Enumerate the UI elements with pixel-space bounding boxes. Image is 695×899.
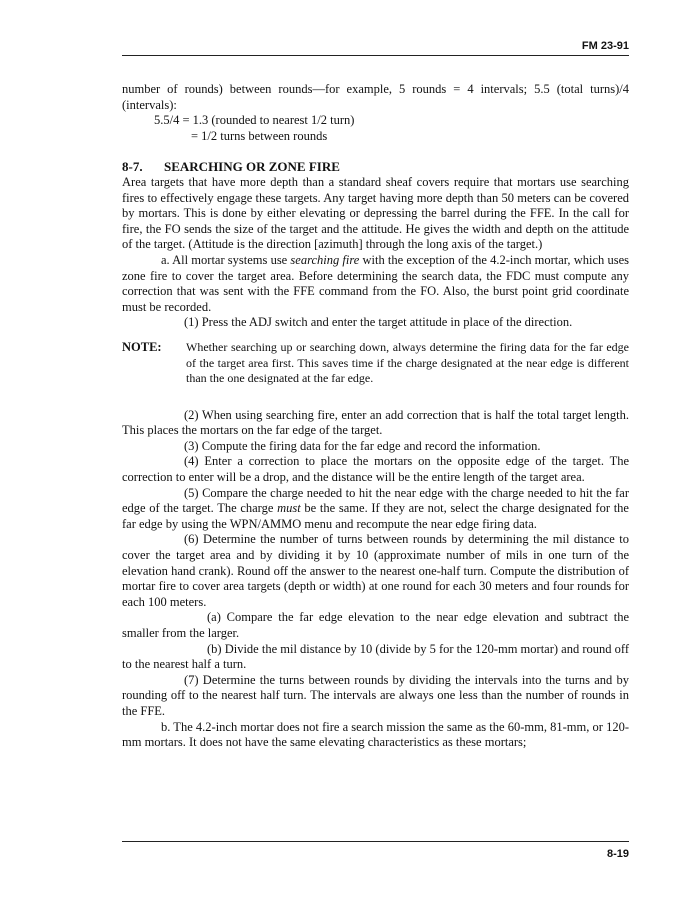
step-6b: (b) Divide the mil distance by 10 (divide by 5 for the 120-mm mortar) and round off to the nearest half a turn. <box>122 641 629 672</box>
manual-number: FM 23-91 <box>581 40 629 52</box>
calculation-line-1: 5.5/4 = 1.3 (rounded to nearest 1/2 turn) <box>154 113 355 128</box>
step-2: (2) When using searching fire, enter an add correction that is half the total target length. This places the mortars on the far edge of the target. <box>122 407 629 438</box>
section-heading <box>122 159 629 175</box>
page-number: 8-19 <box>606 848 629 860</box>
section-paragraph: Area targets that have more depth than a standard sheaf covers require that mortars use searching fires to effectively engage these targets. Any target having more depth than 50 meters can be covered by mortars. This is done by either elevating or depressing the barrel during the FFE. In the call for fire, the FO sends the size of the target and the attitude. He gives the width and depth on the attitude of the target. (Attitude is the direction [azimuth] through the long axis of the target.) <box>122 174 629 252</box>
paragraph-b: b. The 4.2-inch mortar does not fire a search mission the same as the 60-mm, 81-mm, or 120-mm mortars. It does not have the same elevating characteristics as these mortars; <box>122 719 629 750</box>
section-number: 8-7. <box>122 159 143 175</box>
intro-paragraph: number of rounds) between rounds—for example, 5 rounds = 4 intervals; 5.5 (total turns)/4 (intervals): <box>122 82 629 112</box>
step-4: (4) Enter a correction to place the mortars on the opposite edge of the target. The correction to enter will be a drop, and the distance will be the entire length of the target area. <box>122 454 629 485</box>
calculation-line-2: = 1/2 turns between rounds <box>191 128 328 143</box>
step-6a: (a) Compare the far edge elevation to the near edge elevation and subtract the smaller from the larger. <box>122 610 629 640</box>
note-text: Whether searching up or searching down, always determine the firing data for the far edge of the target area first. This saves time if the charge designated at the near edge is different than the one designated at the far edge. <box>186 339 629 386</box>
header-rule <box>122 55 629 56</box>
step-1: (1) Press the ADJ switch and enter the target attitude in place of the direction. <box>184 315 573 330</box>
step-6: (6) Determine the number of turns between rounds by determining the mil distance to cover the target area and by dividing it by 10 (approximate number of mils in one turn of the elevation hand crank). Round off the answer to the nearest one-half turn. Compute the distribution of mortar fire to cover area targets (depth or width) at one round for each 30 meters and four rounds for each 100 meters. <box>122 532 629 609</box>
paragraph-a-text-1: a. All mortar systems use <box>161 252 291 267</box>
note-label: NOTE: <box>122 339 162 354</box>
footer-rule <box>122 841 629 842</box>
step-5-text-2: be the same. If they are not, select the charge designated for the far edge by using the WPN/AMMO menu and recompute the near edge firing data. <box>122 501 629 531</box>
page-body <box>122 82 629 751</box>
paragraph-a-emphasis: searching fire <box>290 252 360 267</box>
paragraph-a-text-2: with the exception of the 4.2-inch mortar, which uses zone fire to cover the target area. Before determining the search data, the FDC must compute any correction that was sent with the FFE command from the FO. Also, the burst point grid coordinate must be recorded. <box>122 252 629 314</box>
step-3: (3) Compute the firing data for the far edge and record the information. <box>184 438 541 453</box>
step-5 <box>122 486 629 533</box>
step-7: (7) Determine the turns between rounds by dividing the intervals into the turns and by rounding off to the nearest half turn. The intervals are always one less than the number of rounds in the FFE. <box>122 672 629 718</box>
calculation-block <box>122 113 629 144</box>
paragraph-a <box>122 253 629 315</box>
step-5-emphasis: must <box>277 501 301 516</box>
step-5-text-1: (5) Compare the charge needed to hit the near edge with the charge needed to hit the far edge of the target. The charge <box>122 485 629 516</box>
note-block <box>122 340 629 387</box>
section-title: SEARCHING OR ZONE FIRE <box>164 159 340 175</box>
